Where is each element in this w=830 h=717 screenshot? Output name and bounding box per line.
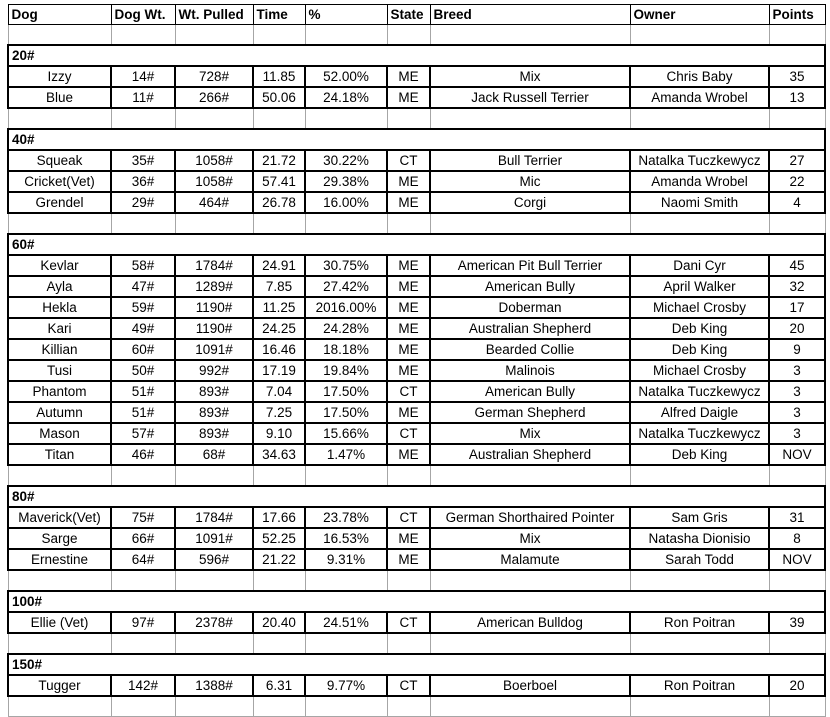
table-row bbox=[8, 192, 825, 213]
cell-percent: 9.31% bbox=[305, 549, 387, 570]
cell-dog-wt: 142# bbox=[111, 675, 175, 696]
cell-dog: Squeak bbox=[8, 150, 111, 171]
spacer-cell-owner bbox=[630, 213, 769, 234]
cell-state: ME bbox=[387, 549, 430, 570]
cell-dog-wt: 14# bbox=[111, 66, 175, 87]
cell-wt-pulled: 1190# bbox=[175, 297, 253, 318]
cell-owner: Sarah Todd bbox=[630, 549, 769, 570]
cell-dog-wt: 66# bbox=[111, 528, 175, 549]
table-row bbox=[8, 612, 825, 633]
cell-breed: Doberman bbox=[430, 297, 630, 318]
weight-class-label: 60# bbox=[8, 234, 825, 255]
cell-breed: Jack Russell Terrier bbox=[430, 87, 630, 108]
weight-class-label: 40# bbox=[8, 129, 825, 150]
spacer-cell-breed bbox=[430, 633, 630, 654]
results-table-body bbox=[8, 5, 825, 717]
cell-points: 3 bbox=[769, 360, 825, 381]
cell-wt-pulled: 464# bbox=[175, 192, 253, 213]
cell-dog: Blue bbox=[8, 87, 111, 108]
cell-dog-wt: 75# bbox=[111, 507, 175, 528]
cell-percent: 15.66% bbox=[305, 423, 387, 444]
cell-time: 9.10 bbox=[253, 423, 305, 444]
spacer-cell-points bbox=[769, 465, 825, 486]
spacer-cell-owner bbox=[630, 633, 769, 654]
spacer-cell-breed bbox=[430, 108, 630, 129]
cell-points: 13 bbox=[769, 87, 825, 108]
cell-wt-pulled: 68# bbox=[175, 444, 253, 465]
cell-time: 11.85 bbox=[253, 66, 305, 87]
cell-owner: Natalka Tuczkewycz bbox=[630, 381, 769, 402]
cell-dog: Titan bbox=[8, 444, 111, 465]
spacer-cell-points bbox=[769, 570, 825, 591]
cell-dog-wt: 49# bbox=[111, 318, 175, 339]
cell-dog: Tusi bbox=[8, 360, 111, 381]
cell-state: ME bbox=[387, 528, 430, 549]
spacer-cell-dog bbox=[8, 633, 111, 654]
spacer-row bbox=[8, 570, 825, 591]
spacer-cell-percent bbox=[305, 213, 387, 234]
cell-percent: 27.42% bbox=[305, 276, 387, 297]
spacer-cell-wt-pulled bbox=[175, 213, 253, 234]
table-row bbox=[8, 66, 825, 87]
spacer-cell-owner bbox=[630, 696, 769, 717]
cell-owner: Ron Poitran bbox=[630, 675, 769, 696]
cell-time: 11.25 bbox=[253, 297, 305, 318]
cell-wt-pulled: 1058# bbox=[175, 171, 253, 192]
cell-dog: Izzy bbox=[8, 66, 111, 87]
header-cell-points: Points bbox=[769, 5, 825, 25]
cell-points: NOV bbox=[769, 549, 825, 570]
cell-state: ME bbox=[387, 66, 430, 87]
cell-percent: 17.50% bbox=[305, 402, 387, 423]
cell-points: 39 bbox=[769, 612, 825, 633]
table-row bbox=[8, 150, 825, 171]
spacer-cell-points bbox=[769, 633, 825, 654]
spacer-cell-time bbox=[253, 465, 305, 486]
table-row bbox=[8, 423, 825, 444]
cell-dog: Kari bbox=[8, 318, 111, 339]
spacer-cell-breed bbox=[430, 696, 630, 717]
cell-points: 20 bbox=[769, 318, 825, 339]
cell-dog-wt: 35# bbox=[111, 150, 175, 171]
cell-wt-pulled: 1091# bbox=[175, 528, 253, 549]
spacer-cell-percent bbox=[305, 465, 387, 486]
weight-class-header-row bbox=[8, 129, 825, 150]
spacer-cell-state bbox=[387, 633, 430, 654]
cell-wt-pulled: 1058# bbox=[175, 150, 253, 171]
cell-owner: Alfred Daigle bbox=[630, 402, 769, 423]
cell-dog: Cricket(Vet) bbox=[8, 171, 111, 192]
cell-points: 4 bbox=[769, 192, 825, 213]
spacer-row bbox=[8, 213, 825, 234]
spacer-cell-breed bbox=[430, 213, 630, 234]
weight-class-label: 150# bbox=[8, 654, 825, 675]
spacer-cell-dog bbox=[8, 25, 111, 46]
cell-breed: Bearded Collie bbox=[430, 339, 630, 360]
cell-time: 7.04 bbox=[253, 381, 305, 402]
cell-dog: Ayla bbox=[8, 276, 111, 297]
cell-dog-wt: 50# bbox=[111, 360, 175, 381]
spacer-cell-time bbox=[253, 633, 305, 654]
cell-dog-wt: 64# bbox=[111, 549, 175, 570]
cell-points: 3 bbox=[769, 402, 825, 423]
spacer-cell-wt-pulled bbox=[175, 465, 253, 486]
cell-owner: Deb King bbox=[630, 444, 769, 465]
cell-dog: Phantom bbox=[8, 381, 111, 402]
cell-time: 26.78 bbox=[253, 192, 305, 213]
cell-breed: Corgi bbox=[430, 192, 630, 213]
cell-percent: 16.00% bbox=[305, 192, 387, 213]
cell-percent: 23.78% bbox=[305, 507, 387, 528]
cell-state: CT bbox=[387, 675, 430, 696]
table-row bbox=[8, 360, 825, 381]
cell-dog: Grendel bbox=[8, 192, 111, 213]
cell-breed: Mix bbox=[430, 528, 630, 549]
spacer-cell-state bbox=[387, 213, 430, 234]
cell-state: CT bbox=[387, 150, 430, 171]
header-cell-state: State bbox=[387, 5, 430, 25]
cell-dog: Autumn bbox=[8, 402, 111, 423]
spacer-cell-dog bbox=[8, 696, 111, 717]
cell-owner: Deb King bbox=[630, 339, 769, 360]
cell-owner: Michael Crosby bbox=[630, 297, 769, 318]
spacer-cell-points bbox=[769, 696, 825, 717]
spacer-cell-dog bbox=[8, 570, 111, 591]
weight-class-header-row bbox=[8, 45, 825, 66]
table-row bbox=[8, 339, 825, 360]
cell-owner: Naomi Smith bbox=[630, 192, 769, 213]
cell-time: 21.72 bbox=[253, 150, 305, 171]
cell-dog-wt: 57# bbox=[111, 423, 175, 444]
cell-percent: 24.18% bbox=[305, 87, 387, 108]
cell-points: 3 bbox=[769, 423, 825, 444]
cell-breed: Australian Shepherd bbox=[430, 318, 630, 339]
cell-owner: Natalka Tuczkewycz bbox=[630, 423, 769, 444]
cell-points: 9 bbox=[769, 339, 825, 360]
spacer-cell-wt-pulled bbox=[175, 25, 253, 46]
cell-time: 50.06 bbox=[253, 87, 305, 108]
spacer-cell-dog-wt bbox=[111, 633, 175, 654]
cell-wt-pulled: 1388# bbox=[175, 675, 253, 696]
spacer-cell-state bbox=[387, 108, 430, 129]
cell-breed: German Shorthaired Pointer bbox=[430, 507, 630, 528]
cell-wt-pulled: 992# bbox=[175, 360, 253, 381]
cell-state: CT bbox=[387, 381, 430, 402]
weight-class-header-row bbox=[8, 234, 825, 255]
spacer-cell-state bbox=[387, 25, 430, 46]
cell-wt-pulled: 893# bbox=[175, 402, 253, 423]
cell-points: 45 bbox=[769, 255, 825, 276]
spacer-row bbox=[8, 696, 825, 717]
cell-state: ME bbox=[387, 276, 430, 297]
cell-state: ME bbox=[387, 339, 430, 360]
cell-wt-pulled: 1784# bbox=[175, 507, 253, 528]
cell-time: 17.19 bbox=[253, 360, 305, 381]
cell-dog: Ellie (Vet) bbox=[8, 612, 111, 633]
spacer-cell-time bbox=[253, 570, 305, 591]
spacer-cell-dog bbox=[8, 108, 111, 129]
table-row bbox=[8, 402, 825, 423]
cell-dog: Sarge bbox=[8, 528, 111, 549]
weight-class-header-row bbox=[8, 654, 825, 675]
cell-dog-wt: 29# bbox=[111, 192, 175, 213]
cell-wt-pulled: 1784# bbox=[175, 255, 253, 276]
spacer-cell-percent bbox=[305, 696, 387, 717]
spacer-cell-wt-pulled bbox=[175, 108, 253, 129]
spacer-cell-wt-pulled bbox=[175, 696, 253, 717]
spacer-cell-percent bbox=[305, 570, 387, 591]
spacer-cell-points bbox=[769, 108, 825, 129]
cell-dog: Maverick(Vet) bbox=[8, 507, 111, 528]
cell-state: ME bbox=[387, 402, 430, 423]
spacer-cell-wt-pulled bbox=[175, 570, 253, 591]
table-row bbox=[8, 87, 825, 108]
cell-breed: German Shepherd bbox=[430, 402, 630, 423]
cell-owner: Natalka Tuczkewycz bbox=[630, 150, 769, 171]
weight-class-label: 100# bbox=[8, 591, 825, 612]
cell-owner: Chris Baby bbox=[630, 66, 769, 87]
table-row bbox=[8, 381, 825, 402]
cell-breed: American Bulldog bbox=[430, 612, 630, 633]
spacer-cell-state bbox=[387, 465, 430, 486]
column-header-row bbox=[8, 5, 825, 25]
spacer-cell-owner bbox=[630, 108, 769, 129]
spacer-row bbox=[8, 25, 825, 46]
spacer-cell-time bbox=[253, 696, 305, 717]
table-row bbox=[8, 507, 825, 528]
cell-percent: 18.18% bbox=[305, 339, 387, 360]
cell-breed: American Pit Bull Terrier bbox=[430, 255, 630, 276]
cell-dog-wt: 47# bbox=[111, 276, 175, 297]
cell-points: NOV bbox=[769, 444, 825, 465]
spacer-cell-dog-wt bbox=[111, 213, 175, 234]
header-cell-breed: Breed bbox=[430, 5, 630, 25]
cell-percent: 52.00% bbox=[305, 66, 387, 87]
cell-state: ME bbox=[387, 87, 430, 108]
cell-points: 22 bbox=[769, 171, 825, 192]
cell-percent: 30.22% bbox=[305, 150, 387, 171]
cell-percent: 2016.00% bbox=[305, 297, 387, 318]
header-cell-owner: Owner bbox=[630, 5, 769, 25]
cell-points: 35 bbox=[769, 66, 825, 87]
cell-owner: Amanda Wrobel bbox=[630, 171, 769, 192]
table-row bbox=[8, 444, 825, 465]
spacer-row bbox=[8, 633, 825, 654]
spacer-cell-dog-wt bbox=[111, 25, 175, 46]
cell-percent: 24.28% bbox=[305, 318, 387, 339]
cell-dog: Tugger bbox=[8, 675, 111, 696]
spacer-cell-percent bbox=[305, 633, 387, 654]
cell-owner: Natasha Dionisio bbox=[630, 528, 769, 549]
results-table bbox=[7, 4, 826, 717]
cell-wt-pulled: 893# bbox=[175, 423, 253, 444]
cell-breed: Mix bbox=[430, 66, 630, 87]
cell-state: CT bbox=[387, 612, 430, 633]
cell-percent: 1.47% bbox=[305, 444, 387, 465]
spacer-cell-state bbox=[387, 570, 430, 591]
cell-percent: 17.50% bbox=[305, 381, 387, 402]
spacer-row bbox=[8, 465, 825, 486]
cell-percent: 19.84% bbox=[305, 360, 387, 381]
cell-time: 17.66 bbox=[253, 507, 305, 528]
spacer-cell-dog-wt bbox=[111, 696, 175, 717]
cell-breed: Australian Shepherd bbox=[430, 444, 630, 465]
cell-dog: Hekla bbox=[8, 297, 111, 318]
cell-breed: Bull Terrier bbox=[430, 150, 630, 171]
cell-points: 8 bbox=[769, 528, 825, 549]
cell-percent: 29.38% bbox=[305, 171, 387, 192]
cell-points: 17 bbox=[769, 297, 825, 318]
weight-class-label: 20# bbox=[8, 45, 825, 66]
cell-time: 16.46 bbox=[253, 339, 305, 360]
cell-percent: 16.53% bbox=[305, 528, 387, 549]
cell-time: 20.40 bbox=[253, 612, 305, 633]
cell-owner: Ron Poitran bbox=[630, 612, 769, 633]
spacer-cell-dog-wt bbox=[111, 108, 175, 129]
spacer-cell-points bbox=[769, 213, 825, 234]
cell-dog-wt: 51# bbox=[111, 381, 175, 402]
table-row bbox=[8, 549, 825, 570]
cell-dog: Mason bbox=[8, 423, 111, 444]
cell-breed: Mix bbox=[430, 423, 630, 444]
cell-state: ME bbox=[387, 318, 430, 339]
cell-wt-pulled: 266# bbox=[175, 87, 253, 108]
spacer-cell-wt-pulled bbox=[175, 633, 253, 654]
cell-wt-pulled: 1289# bbox=[175, 276, 253, 297]
cell-dog: Ernestine bbox=[8, 549, 111, 570]
cell-dog-wt: 59# bbox=[111, 297, 175, 318]
cell-owner: Deb King bbox=[630, 318, 769, 339]
header-cell-wt-pulled: Wt. Pulled bbox=[175, 5, 253, 25]
spacer-cell-percent bbox=[305, 108, 387, 129]
table-row bbox=[8, 255, 825, 276]
spacer-cell-owner bbox=[630, 570, 769, 591]
cell-owner: April Walker bbox=[630, 276, 769, 297]
cell-state: ME bbox=[387, 297, 430, 318]
spacer-cell-dog bbox=[8, 213, 111, 234]
cell-state: ME bbox=[387, 171, 430, 192]
table-row bbox=[8, 318, 825, 339]
cell-dog-wt: 11# bbox=[111, 87, 175, 108]
cell-wt-pulled: 1091# bbox=[175, 339, 253, 360]
spacer-cell-breed bbox=[430, 25, 630, 46]
cell-state: ME bbox=[387, 192, 430, 213]
cell-time: 21.22 bbox=[253, 549, 305, 570]
cell-state: CT bbox=[387, 507, 430, 528]
table-row bbox=[8, 528, 825, 549]
cell-state: ME bbox=[387, 444, 430, 465]
cell-time: 7.85 bbox=[253, 276, 305, 297]
weight-class-header-row bbox=[8, 591, 825, 612]
cell-breed: Mic bbox=[430, 171, 630, 192]
cell-dog: Killian bbox=[8, 339, 111, 360]
table-row bbox=[8, 276, 825, 297]
spacer-cell-time bbox=[253, 25, 305, 46]
spacer-cell-dog bbox=[8, 465, 111, 486]
header-cell-percent: % bbox=[305, 5, 387, 25]
cell-owner: Dani Cyr bbox=[630, 255, 769, 276]
cell-owner: Amanda Wrobel bbox=[630, 87, 769, 108]
cell-dog-wt: 51# bbox=[111, 402, 175, 423]
spacer-cell-breed bbox=[430, 465, 630, 486]
cell-state: CT bbox=[387, 423, 430, 444]
cell-wt-pulled: 596# bbox=[175, 549, 253, 570]
spacer-cell-breed bbox=[430, 570, 630, 591]
cell-time: 7.25 bbox=[253, 402, 305, 423]
cell-points: 31 bbox=[769, 507, 825, 528]
spacer-cell-time bbox=[253, 108, 305, 129]
cell-owner: Michael Crosby bbox=[630, 360, 769, 381]
cell-percent: 24.51% bbox=[305, 612, 387, 633]
spacer-cell-dog-wt bbox=[111, 570, 175, 591]
header-cell-time: Time bbox=[253, 5, 305, 25]
cell-wt-pulled: 1190# bbox=[175, 318, 253, 339]
cell-points: 32 bbox=[769, 276, 825, 297]
cell-time: 52.25 bbox=[253, 528, 305, 549]
table-row bbox=[8, 675, 825, 696]
cell-points: 20 bbox=[769, 675, 825, 696]
cell-wt-pulled: 893# bbox=[175, 381, 253, 402]
cell-state: ME bbox=[387, 255, 430, 276]
cell-breed: American Bully bbox=[430, 381, 630, 402]
cell-dog: Kevlar bbox=[8, 255, 111, 276]
cell-dog-wt: 97# bbox=[111, 612, 175, 633]
header-cell-dog-wt: Dog Wt. bbox=[111, 5, 175, 25]
cell-percent: 30.75% bbox=[305, 255, 387, 276]
spacer-cell-owner bbox=[630, 465, 769, 486]
cell-breed: Malamute bbox=[430, 549, 630, 570]
cell-state: ME bbox=[387, 360, 430, 381]
table-row bbox=[8, 297, 825, 318]
weight-class-header-row bbox=[8, 486, 825, 507]
cell-breed: Malinois bbox=[430, 360, 630, 381]
cell-points: 3 bbox=[769, 381, 825, 402]
cell-percent: 9.77% bbox=[305, 675, 387, 696]
cell-time: 24.25 bbox=[253, 318, 305, 339]
cell-wt-pulled: 2378# bbox=[175, 612, 253, 633]
cell-dog-wt: 36# bbox=[111, 171, 175, 192]
cell-time: 57.41 bbox=[253, 171, 305, 192]
spacer-cell-dog-wt bbox=[111, 465, 175, 486]
cell-breed: American Bully bbox=[430, 276, 630, 297]
cell-dog-wt: 60# bbox=[111, 339, 175, 360]
spacer-row bbox=[8, 108, 825, 129]
spacer-cell-points bbox=[769, 25, 825, 46]
cell-wt-pulled: 728# bbox=[175, 66, 253, 87]
cell-owner: Sam Gris bbox=[630, 507, 769, 528]
cell-time: 34.63 bbox=[253, 444, 305, 465]
cell-time: 6.31 bbox=[253, 675, 305, 696]
spacer-cell-time bbox=[253, 213, 305, 234]
cell-points: 27 bbox=[769, 150, 825, 171]
cell-time: 24.91 bbox=[253, 255, 305, 276]
header-cell-dog: Dog bbox=[8, 5, 111, 25]
table-row bbox=[8, 171, 825, 192]
spacer-cell-state bbox=[387, 696, 430, 717]
spacer-cell-owner bbox=[630, 25, 769, 46]
cell-breed: Boerboel bbox=[430, 675, 630, 696]
weight-class-label: 80# bbox=[8, 486, 825, 507]
cell-dog-wt: 46# bbox=[111, 444, 175, 465]
spacer-cell-percent bbox=[305, 25, 387, 46]
cell-dog-wt: 58# bbox=[111, 255, 175, 276]
